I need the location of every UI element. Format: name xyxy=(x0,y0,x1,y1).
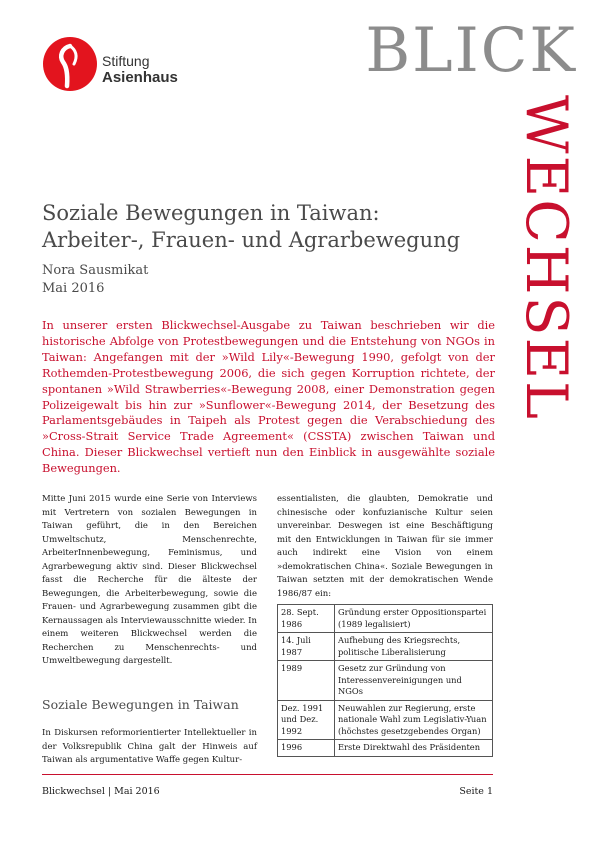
timeline-event: Neuwahlen zur Regierung, erste nationale Wahl zum Legislativ-Yuan (höchstes gesetzgebendes Organ) xyxy=(335,700,493,740)
footer-publication: Blickwechsel | Mai 2016 xyxy=(42,786,160,797)
body-left-paragraph-1: Mitte Juni 2015 wurde eine Serie von Interviews mit Vertretern von sozialen Bewegungen in Taiwan geführt, die in den Bereichen Umweltschutz, Menschenrechte, ArbeiterInnenbewegung, Feminismus, und Agrarbewegung aktiv sind. Dieser Blickwechsel fasst die Recherche für die älteste der Bewegungen, die Arbeiterbewegung, sowie die Frauen- und Agrarbewegung zusammen gibt die Kernaussagen als Interviewausschnitte wieder. In einem weiteren Blickwechsel werden die Recherchen zu Menschenrechts- und Umweltbewegung dargestellt. xyxy=(42,494,257,666)
author-block xyxy=(42,262,148,298)
page-number: Seite 1 xyxy=(459,786,493,797)
timeline-date: Dez. 1991 und Dez. 1992 xyxy=(278,700,335,740)
stiftung-asienhaus-logo xyxy=(40,34,230,98)
table-row xyxy=(278,740,493,757)
timeline-event: Gesetz zur Gründung von Interessenvereinigungen und NGOs xyxy=(335,661,493,701)
table-row xyxy=(278,633,493,661)
author-name: Nora Sausmikat xyxy=(42,263,149,278)
masthead-wechsel-container xyxy=(513,95,579,475)
body-right-paragraph-1: essentialisten, die glaubten, Demokratie und chinesische oder konfuzianische Kultur seien unvereinbar. Deswegen ist eine Beschäftigung mit den Entwicklungen in Taiwan für sie immer auch indirekt eine Vision von einem »demokratischen China«. Soziale Bewegungen in Taiwan setzten mit der demokratischen Wende 1986/87 ein: xyxy=(277,494,493,599)
masthead-wechsel: WECHSEL xyxy=(513,95,579,422)
timeline-date: 14. Juli 1987 xyxy=(278,633,335,661)
timeline-date: 28. Sept. 1986 xyxy=(278,605,335,633)
intro-paragraph: In unserer ersten Blickwechsel-Ausgabe zu Taiwan beschrieben wir die historische Abfolge von Protestbewegungen und die Entstehung von NGOs in Taiwan: Angefangen mit der »Wild Lily«-Bewegung 1990, gefolgt von der Rothemden-Protestbewegung 2006, die sich gegen Korruption richtete, der spontanen »Wild Strawberries«-Bewegung 2008, einer Demonstration gegen Polizeigewalt bis hin zur »Sunflower«-Bewegung 2014, der Besetzung des Parlamentsgebäudes in Taipeh als Protest gegen die Verabschiedung des »Cross-Strait Service Trade Agreement« (CSSTA) zwischen Taiwan und China. Dieser Blickwechsel vertieft nun den Einblick in ausgewählte soziale Bewegungen. xyxy=(42,318,495,476)
logo-line-asienhaus: Asienhaus xyxy=(102,69,178,86)
footer-divider xyxy=(42,774,493,775)
table-row xyxy=(278,700,493,740)
table-row xyxy=(278,605,493,633)
body-left-paragraph-2: In Diskursen reformorientierter Intellektueller in der Volksrepublik China galt der Hinweis auf Taiwan als argumentative Waffe gegen Kultur- xyxy=(42,728,257,765)
timeline-event: Aufhebung des Kriegsrechts, politische Liberalisierung xyxy=(335,633,493,661)
timeline-date: 1996 xyxy=(278,740,335,757)
document-title xyxy=(42,200,482,254)
table-row xyxy=(278,661,493,701)
asienhaus-logo-icon xyxy=(40,34,104,98)
title-line-1: Soziale Bewegungen in Taiwan: xyxy=(42,201,380,225)
timeline-date: 1989 xyxy=(278,661,335,701)
timeline-event: Erste Direktwahl des Präsidenten xyxy=(335,740,493,757)
logo-line-stiftung: Stiftung xyxy=(102,53,150,69)
section-heading: Soziale Bewegungen in Taiwan xyxy=(42,697,239,712)
masthead-blick: BLICK xyxy=(365,15,577,86)
publication-date: Mai 2016 xyxy=(42,281,105,296)
timeline-table xyxy=(277,604,493,757)
title-line-2: Arbeiter-, Frauen- und Agrarbewegung xyxy=(42,228,461,252)
timeline-event: Gründung erster Oppositionspartei (1989 legalisiert) xyxy=(335,605,493,633)
